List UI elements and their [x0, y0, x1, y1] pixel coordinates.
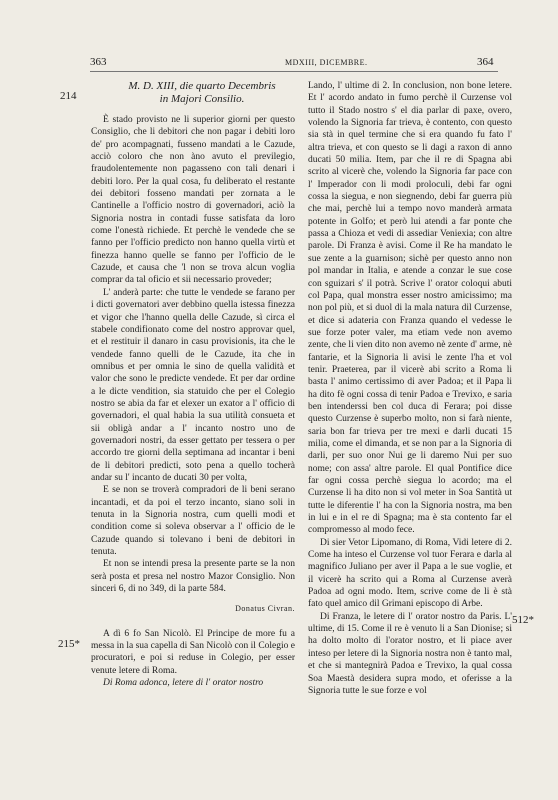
- margin-number-214: 214: [60, 90, 77, 102]
- entry-title-line-2: in Majori Consilio.: [159, 93, 245, 105]
- paragraph: A dì 6 fo San Nicolò. El Principe de more fu a messa in la sua capella di San Nicolò con il Colegio e procuratori, e poi si reduse in Colegio, per esser venute letere di Roma.: [91, 628, 295, 676]
- paragraph: È stado provisto ne li superior giorni per questo Consiglio, che li debitori che non pagar i debiti loro de' pro acompagnati, fusseno mandati a le Cazude, acciò coloro che non àno avuto el previlegio, fraudolentemente non pagasseno con tali denari i debiti loro. Per la qual cosa, fu deliberato el restante dei debitori fosseno mandati per zornata a le Cantinelle a l'officio nostro di governadori, aciò la Signoria nostra in contadi fusse satisfata da loro come l'onestà richiede. Et perchè le vendede che se fanno per l'officio predicto non hanno quella virtù et finezza hanno quelle se fanno per l'officio de le Cazude, et causa che 'l non se trova alcun voglia comprar da tal oficio et sii necessario proveder;: [91, 115, 295, 286]
- paragraph: Di sier Vetor Lipomano, di Roma, Vidi letere di 2. Come ha inteso el Curzense vol tuor Ferara e darla al magnifico Juliano per aver il Papa a le sue voglie, et il vicerè ha scrito qui a Roma al Curzense averà Padoa ad ogni modo. Item, scrive come de li è stà fato quel amico dil Grimani episcopo di Arbe.: [308, 537, 512, 610]
- signature: Donatus Civran.: [235, 604, 295, 614]
- margin-number-215: 215*: [58, 638, 80, 650]
- right-column: [308, 80, 512, 697]
- paragraph: E se non se troverà compradori de li beni serano incantadi, et da poi el terzo incanto, siano soli in tenuta in la Signoria nostra, cum quelli modi et condition come si soleva observar a l' officio de le Cazude quando si tolevano i beni de debitori in tenuta.: [91, 485, 295, 558]
- paragraph: Lando, l' ultime di 2. In conclusion, non bone letere. Et l' acordo andato in fumo perchè il Curzense vol tutto il Stado nostro s' el dia parlar di paxe, overo, volendo la Signoria far trieva, è contento, con questo sia stà in quel termine che si era quando fu fato l' altra trieva, et con questo se li dagi a raxon di anno ducati 50 milia. Item, par che il re di Spagna abi scrito al vicerè che, volendo la Signoria far pace con l' Imperador con li modi proloculi, debi far ogni cossa la siegua, e non siegnendo, debi far guerra più che mai, perchè lui a tempo novo manderà armata potente in Golfo; et però lui atendi a far ponte che passa a Chioza et vedi di assediar Veniexia; con altre parole. Di Franza è avisi. Come il Re ha mandato le sue zente a la guarnison; sichè per questo anno non pol mandar in Italia, e atende a conzar le sue cose con sguizari s' il potrà. Scrive l' orator coloqui abuti col Papa, qual monstra esser nostro amicissimo; ma non pol più, et si duol di la mala natura dil Curzense, et dice si adateria con Franza quando el vedesse le sue forze poter valer, ma etiam vede non avemo zente, che li vien dito non avemo nè zente d' arme, nè fantarie, et la Signoria li avisi le zente l'ha et vol tenir. Praeterea, par il vicerè abi scrito a Roma li basta l' animo certissimo di aver Padoa; et il Papa li ha dito fè ogni cossa di tenir Padoa e Trevixo, e saria ben intenderssi ben col duca di Ferara; poi disse questo Curzense è superbo molto, non si farà niente, saria bon far trieva per tre mexi e darli ducati 15 milia, come el dimanda, et se non par a la Signoria di darli, per suo onor Nui ge li daremo Nui per suo nome; con assa' altre parole. El qual Pontifice dice far ogni cossa perchè siegua lo acordo; ma el Curzense li ha dito non si vol meter in Soa Santità ut tutte le diferentie l' ha con la Signoria nostra, ma ben in lui e in el re di Spagna; ma è sta contento far el compromesso al modo fece.: [308, 81, 512, 536]
- entry-title: [109, 80, 295, 106]
- left-column: [91, 80, 295, 689]
- paragraph: Di Franza, le letere di l' orator nostro da Paris. L' ultime, di 15. Come il re è venuto li a San Dionise; si ha dolto molto di l'orator nostro, et li piace aver inteso per letere di la Signoria nostra non è tanto mal, et che si mantegnirà Padoa e Trevixo, la qual cossa Soa Maestà desidera supra modo, et oferisse a la Signoria tutte le sue forze e vol: [308, 611, 512, 696]
- entry-title-line-1: M. D. XIII, die quarto Decembris: [128, 80, 276, 92]
- paragraph: Di Roma adonca, letere di l' orator nostro: [103, 678, 264, 689]
- running-header: MDXIII, DICEMBRE.: [285, 58, 368, 67]
- header-rule: [90, 71, 498, 72]
- paragraph: Et non se intendi presa la presente parte se la non serà posta et presa nel nostro Mazor Consiglio. Non sinceri 6, di no 349, di la parte 584.: [91, 559, 295, 595]
- page-number-left: 363: [90, 56, 107, 68]
- page-number-right: 364: [477, 56, 494, 68]
- paragraph: L' anderà parte: che tutte le vendede se farano per i dicti governatori aver debbino quella istessa finezza et vigor che l'hanno quella delle Cazude, sì circa el stabele condifionato come del nostro approvar quel, et el restituir il danaro in casu provisionis, ita che le vendede fanno quelli de le Cazude, ita che in omnibus et per omnia le sino de quella validità et valor che sono le predicte vendede. Et per dar ordine a le dicte vendition, sia statuido che per el Colegio nostro se abia da far et elexer un exator a l' officio di governadori, el qual habia la sua utilità consueta et sii obligà andar a l' incanto nostro uno de governadori nostri, da esser gettato per tessera o per accordo tre giorni della septimana ad incantar i beni de li debitori predicti, soto pena a quello tocherà andar su l' incanto de ducati 30 per volta,: [91, 287, 295, 483]
- margin-number-512: 512*: [512, 614, 534, 626]
